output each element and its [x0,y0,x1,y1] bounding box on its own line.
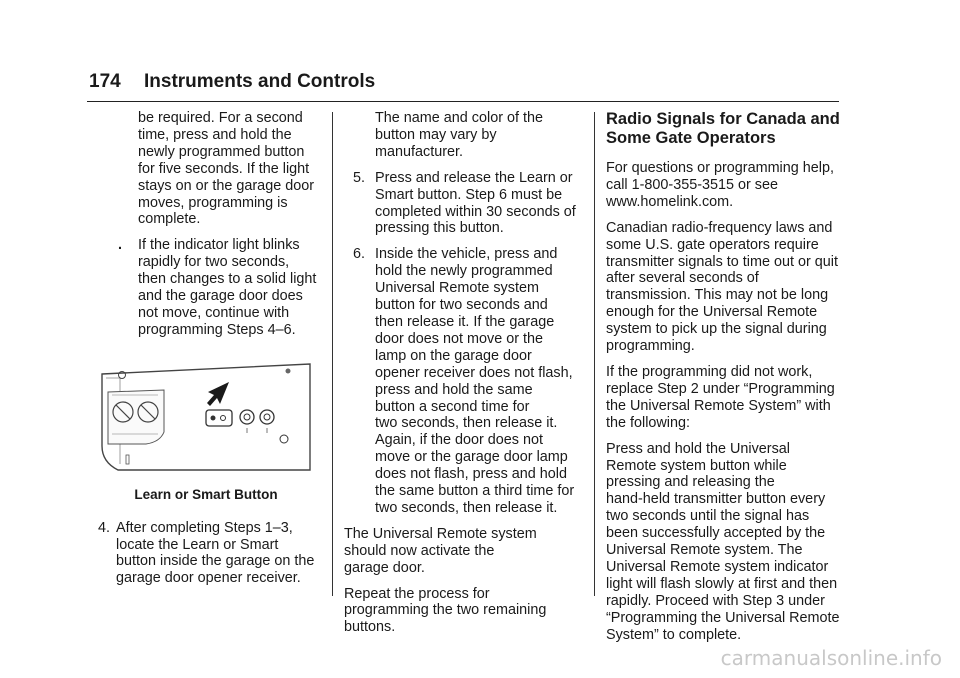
text-line: rapidly. Proceed with Step 3 under [606,592,825,609]
text-line: The Universal Remote system [344,525,537,542]
text-line: hand-held transmitter button every [606,491,826,508]
text-line: lamp on the garage door [375,347,532,364]
text-line: completed within 30 seconds of [375,203,576,220]
text-line: hold the newly programmed [375,263,553,280]
text-line: moves, programming is [138,194,288,211]
paragraph [344,586,584,637]
text-line: www.homelink.com. [606,193,734,210]
step-number: 6. [353,246,366,263]
text-line: Canadian radio-frequency laws and [606,219,833,236]
figure-caption: Learn or Smart Button [134,486,278,502]
text-line: Press and hold the Universal [606,440,790,457]
column-2 [344,110,584,645]
text-line: pressing and releasing the [606,474,775,491]
text-line: Inside the vehicle, press and [375,246,558,263]
text-line: transmitter signals to time out or quit [606,253,838,270]
text-line: two seconds, then release it. [375,499,558,516]
text-line: rapidly for two seconds, [138,254,290,271]
text-line: be required. For a second [138,110,303,126]
text-line: manufacturer. [375,143,463,160]
text-line: locate the Learn or Smart [116,536,279,553]
text-line: the Universal Remote System” with [606,397,831,414]
text-line: programming. [606,338,695,355]
text-line: the following: [606,414,690,431]
column-3 [606,110,844,652]
paragraph [606,160,844,211]
text-line: replace Step 2 under “Programming [606,380,835,397]
text-line: Repeat the process for [344,585,490,602]
paragraph [606,441,844,644]
text-line: buttons. [344,619,396,636]
text-line: System” to complete. [606,626,742,643]
text-line: system to pick up the signal during [606,321,827,338]
text-line: move or the garage door lamp [375,449,568,466]
text-line: Universal Remote system [375,280,539,297]
bullet-mark: . [118,237,122,254]
text-line: light will flash slowly at first and then [606,575,838,592]
text-line: been successfully accepted by the [606,525,826,542]
text-line: complete. [138,211,201,228]
heading-line: Some Gate Operators [606,129,776,147]
text-line: stays on or the garage door [138,177,314,194]
text-line: not move, continue with [138,304,290,321]
text-line: enough for the Universal Remote [606,304,818,321]
column-divider-right [594,112,595,596]
text-line: For questions or programming help, [606,160,834,176]
text-line: Smart button. Step 6 must be [375,186,563,203]
text-line: does not flash, press and hold [375,466,568,483]
learn-button-illustration [96,362,312,472]
text-line: button a second time for [375,398,530,415]
column-1 [90,110,322,587]
text-line: button for two seconds and [375,297,548,314]
text-line: opener receiver does not flash, [375,364,573,381]
text-line: Universal Remote system indicator [606,558,829,575]
text-line: and the garage door does [138,288,303,305]
paragraph [606,364,844,432]
step3-continuation [90,110,322,228]
text-line: after several seconds of [606,270,759,287]
text-line: Again, if the door does not [375,432,544,449]
text-line: programming the two remaining [344,602,547,619]
text-line: for five seconds. If the light [138,160,310,177]
step-number: 4. [98,519,111,536]
step-6 [344,246,584,517]
text-line: Press and release the Learn or [375,169,573,186]
text-line: programming Steps 4–6. [138,321,296,338]
text-line: “Programming the Universal Remote [606,609,840,626]
heading-line: Radio Signals for Canada and [606,110,840,128]
bullet-item [90,237,322,338]
text-line: the same button a third time for [375,483,575,500]
text-line: then changes to a solid light [138,271,317,288]
step4-continuation [344,110,584,161]
text-line: If the indicator light blinks [138,237,300,254]
text-line: button may vary by [375,126,497,143]
section-heading [606,110,844,148]
text-line: press and hold the same [375,381,533,398]
step-4 [90,520,322,588]
text-line: some U.S. gate operators require [606,236,819,253]
text-line: pressing this button. [375,220,504,237]
text-line: two seconds until the signal has [606,508,810,525]
text-line: The name and color of the [375,110,543,126]
text-line: door does not move or the [375,330,543,347]
page-header [87,70,839,102]
step-5 [344,170,584,238]
text-line: transmission. This may not be long [606,287,829,304]
watermark: carmanualsonline.info [720,646,942,670]
text-line: then release it. If the garage [375,313,555,330]
text-line: After completing Steps 1–3, [116,519,293,536]
text-line: garage door opener receiver. [116,570,301,587]
paragraph [344,526,584,577]
text-line: two seconds, then release it. [375,415,558,432]
step-number: 5. [353,169,366,186]
column-divider-left [332,112,333,596]
text-line: button inside the garage on the [116,553,315,570]
text-line: call 1-800-355-3515 or see [606,176,778,193]
text-line: newly programmed button [138,143,305,160]
text-line: Remote system button while [606,457,787,474]
text-line: should now activate the [344,542,495,559]
text-line: Universal Remote system. The [606,542,803,559]
section-title: Instruments and Controls [144,71,376,92]
paragraph [606,220,844,355]
text-line: time, press and hold the [138,126,292,143]
page-number: 174 [89,71,121,92]
text-line: If the programming did not work, [606,363,813,380]
text-line: garage door. [344,559,425,576]
